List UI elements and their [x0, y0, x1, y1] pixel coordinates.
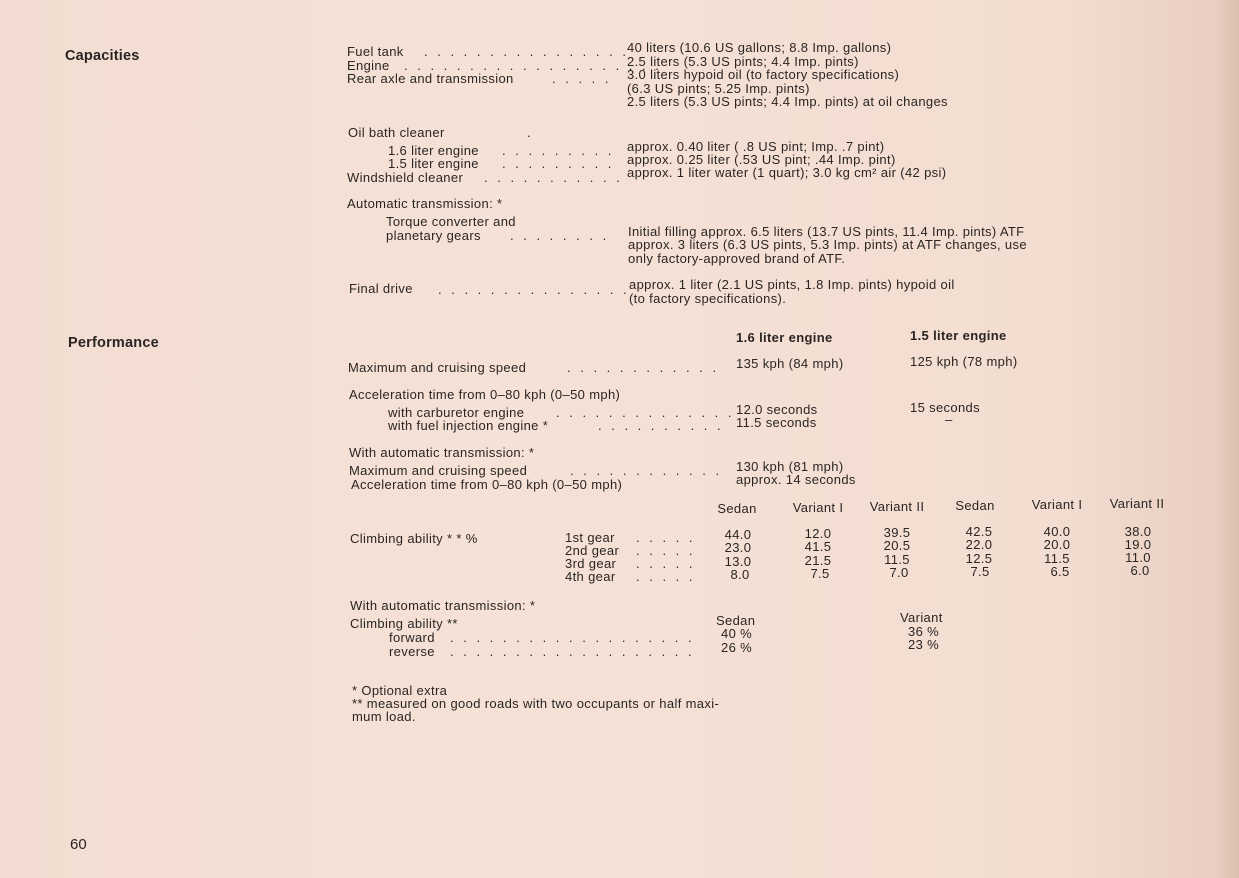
auto-trans-perf-label: With automatic transmission: *: [349, 445, 535, 460]
fuel-inj-16: 11.5 seconds: [736, 415, 817, 430]
gear-3-v2: 11.5: [884, 552, 910, 567]
gear-4-v1: 7.5: [810, 566, 830, 581]
engine-15-dots: . . . . . . . . .: [502, 156, 615, 171]
auto-accel-label: Acceleration time from 0–80 kph (0–50 mph): [351, 477, 623, 492]
gear-1-v0: 44.0: [724, 527, 752, 542]
forward-dots: . . . . . . . . . . . . . . . . . . .: [450, 630, 695, 645]
gear-1-dots: . . . . .: [636, 530, 696, 545]
torque-value-1: Initial filling approx. 6.5 liters (13.7 US pints, 11.4 Imp. pints) ATF: [628, 224, 1025, 239]
climb-header-variant1-15: Variant I: [1031, 497, 1083, 512]
auto-speed-value: 130 kph (81 mph): [736, 459, 844, 474]
reverse-dots: . . . . . . . . . . . . . . . . . . .: [450, 644, 695, 659]
max-speed-15: 125 kph (78 mph): [910, 354, 1018, 369]
torque-value-3: only factory-approved brand of ATF.: [628, 251, 846, 266]
footnote-max-load: mum load.: [352, 709, 416, 724]
gear-2-v2: 20.5: [883, 538, 911, 553]
fuel-tank-dots: . . . . . . . . . . . . . . . .: [424, 44, 629, 59]
max-speed-16: 135 kph (84 mph): [736, 356, 844, 371]
max-speed-dots: . . . . . . . . . . . .: [567, 360, 720, 375]
auto-trans-label: Automatic transmission: *: [347, 196, 503, 211]
gear-4-v2: 7.0: [889, 565, 909, 580]
torque-label-1: Torque converter and: [386, 214, 516, 229]
forward-label: forward: [389, 630, 435, 645]
gear-1-v4: 40.0: [1043, 524, 1071, 539]
engine-16-label: 1.6 liter engine: [388, 143, 479, 158]
rear-axle-value-3: 2.5 liters (5.3 US pints; 4.4 Imp. pints) at oil changes: [627, 94, 948, 109]
gear-2-v3: 22.0: [965, 537, 993, 552]
windshield-dots: . . . . . . . . . . .: [484, 170, 623, 185]
gear-2-v4: 20.0: [1043, 537, 1071, 552]
gear-4-v3: 7.5: [970, 564, 990, 579]
auto-climb-label: Climbing ability **: [350, 616, 458, 631]
gear-2-dots: . . . . .: [636, 543, 696, 558]
final-drive-label: Final drive: [349, 281, 413, 296]
climb-header-variant1-16: Variant I: [792, 500, 844, 515]
col-header-15: 1.5 liter engine: [910, 328, 1007, 343]
footnote-measured: ** measured on good roads with two occupants or half maxi-: [352, 696, 720, 711]
oil-bath-dot: .: [527, 125, 531, 140]
rear-axle-value-1: 3.0 liters hypoid oil (to factory specifications): [627, 67, 900, 82]
gear-4-v0: 8.0: [730, 567, 750, 582]
carb-16: 12.0 seconds: [736, 402, 818, 417]
gear-1-v2: 39.5: [883, 525, 911, 540]
torque-value-2: approx. 3 liters (6.3 US pints, 5.3 Imp. pints) at ATF changes, use: [628, 237, 1027, 252]
accel-label: Acceleration time from 0–80 kph (0–50 mph): [349, 387, 621, 402]
auto-climb-variant-header: Variant: [900, 610, 943, 625]
max-speed-label: Maximum and cruising speed: [348, 360, 527, 375]
auto-trans-climb-label: With automatic transmission: *: [350, 598, 536, 613]
engine-16-value: approx. 0.40 liter ( .8 US pint; Imp. .7 pint): [627, 139, 885, 154]
gear-2-v0: 23.0: [724, 540, 752, 555]
engine-dots: . . . . . . . . . . . . . . . . . . . .: [404, 58, 662, 73]
gear-3-v0: 13.0: [724, 554, 752, 569]
forward-sedan: 40 %: [721, 626, 753, 641]
gear-3-label: 3rd gear: [565, 556, 617, 571]
climb-header-variant2-16: Variant II: [869, 499, 925, 514]
engine-16-dots: . . . . . . . . .: [502, 143, 615, 158]
final-drive-dots: . . . . . . . . . . . . . . .: [438, 282, 630, 297]
gear-4-label: 4th gear: [565, 569, 616, 584]
gear-2-v1: 41.5: [804, 539, 832, 554]
fuel-tank-value: 40 liters (10.6 US gallons; 8.8 Imp. gallons): [627, 40, 892, 55]
gear-4-dots: . . . . .: [636, 569, 696, 584]
auto-speed-dots: . . . . . . . . . . . .: [570, 463, 723, 478]
windshield-label: Windshield cleaner: [347, 170, 464, 185]
gear-4-v4: 6.5: [1050, 564, 1070, 579]
gear-3-v3: 12.5: [965, 551, 993, 566]
final-drive-value-1: approx. 1 liter (2.1 US pints, 1.8 Imp. pints) hypoid oil: [629, 277, 955, 292]
gear-3-dots: . . . . .: [636, 556, 696, 571]
climb-header-sedan-16: Sedan: [717, 501, 757, 516]
auto-accel-value: approx. 14 seconds: [736, 472, 856, 487]
climb-header-variant2-15: Variant II: [1109, 496, 1165, 511]
carb-label: with carburetor engine: [388, 405, 525, 420]
page-number: 60: [70, 836, 87, 853]
climb-header-sedan-15: Sedan: [955, 498, 995, 513]
torque-label-2: planetary gears: [386, 228, 481, 243]
carb-dots: . . . . . . . . . . . . . .: [556, 405, 735, 420]
reverse-variant: 23 %: [908, 637, 940, 652]
gear-2-v5: 19.0: [1124, 537, 1152, 552]
forward-variant: 36 %: [908, 624, 940, 639]
gear-4-v5: 6.0: [1130, 563, 1150, 578]
gear-1-label: 1st gear: [565, 530, 615, 545]
gear-2-label: 2nd gear: [565, 543, 620, 558]
engine-label: Engine: [347, 58, 390, 73]
reverse-sedan: 26 %: [721, 640, 753, 655]
torque-dots: . . . . . . . .: [510, 228, 610, 243]
windshield-value: approx. 1 liter water (1 quart); 3.0 kg cm² air (42 psi): [627, 165, 947, 180]
carb-15: 15 seconds: [910, 400, 980, 415]
section-heading-performance: Performance: [68, 335, 159, 351]
oil-bath-label: Oil bath cleaner: [348, 125, 445, 140]
final-drive-value-2: (to factory specifications).: [629, 291, 787, 306]
climb-label: Climbing ability * * %: [350, 531, 478, 546]
gear-3-v1: 21.5: [804, 553, 832, 568]
auto-climb-sedan-header: Sedan: [716, 613, 756, 628]
fuel-inj-dots: . . . . . . . . . .: [598, 418, 724, 433]
fuel-tank-label: Fuel tank: [347, 44, 404, 59]
rear-axle-value-2: (6.3 US pints; 5.25 Imp. pints): [627, 81, 810, 96]
footnote-optional-extra: * Optional extra: [352, 683, 448, 698]
gear-3-v5: 11.0: [1125, 550, 1151, 565]
fuel-inj-15: –: [945, 412, 953, 427]
reverse-label: reverse: [389, 644, 435, 659]
section-heading-capacities: Capacities: [65, 48, 140, 64]
engine-value: 2.5 liters (5.3 US pints; 4.4 Imp. pints): [627, 54, 859, 69]
gear-1-v5: 38.0: [1124, 524, 1152, 539]
gear-3-v4: 11.5: [1044, 551, 1070, 566]
engine-15-value: approx. 0.25 liter (.53 US pint; .44 Imp. pint): [627, 152, 896, 167]
rear-axle-dots: . . . . .: [552, 71, 612, 86]
gear-1-v1: 12.0: [804, 526, 832, 541]
engine-15-label: 1.5 liter engine: [388, 156, 479, 171]
col-header-16: 1.6 liter engine: [736, 330, 833, 345]
fuel-inj-label: with fuel injection engine *: [388, 418, 549, 433]
rear-axle-label: Rear axle and transmission: [347, 71, 514, 86]
gear-1-v3: 42.5: [965, 524, 993, 539]
auto-speed-label: Maximum and cruising speed: [349, 463, 528, 478]
